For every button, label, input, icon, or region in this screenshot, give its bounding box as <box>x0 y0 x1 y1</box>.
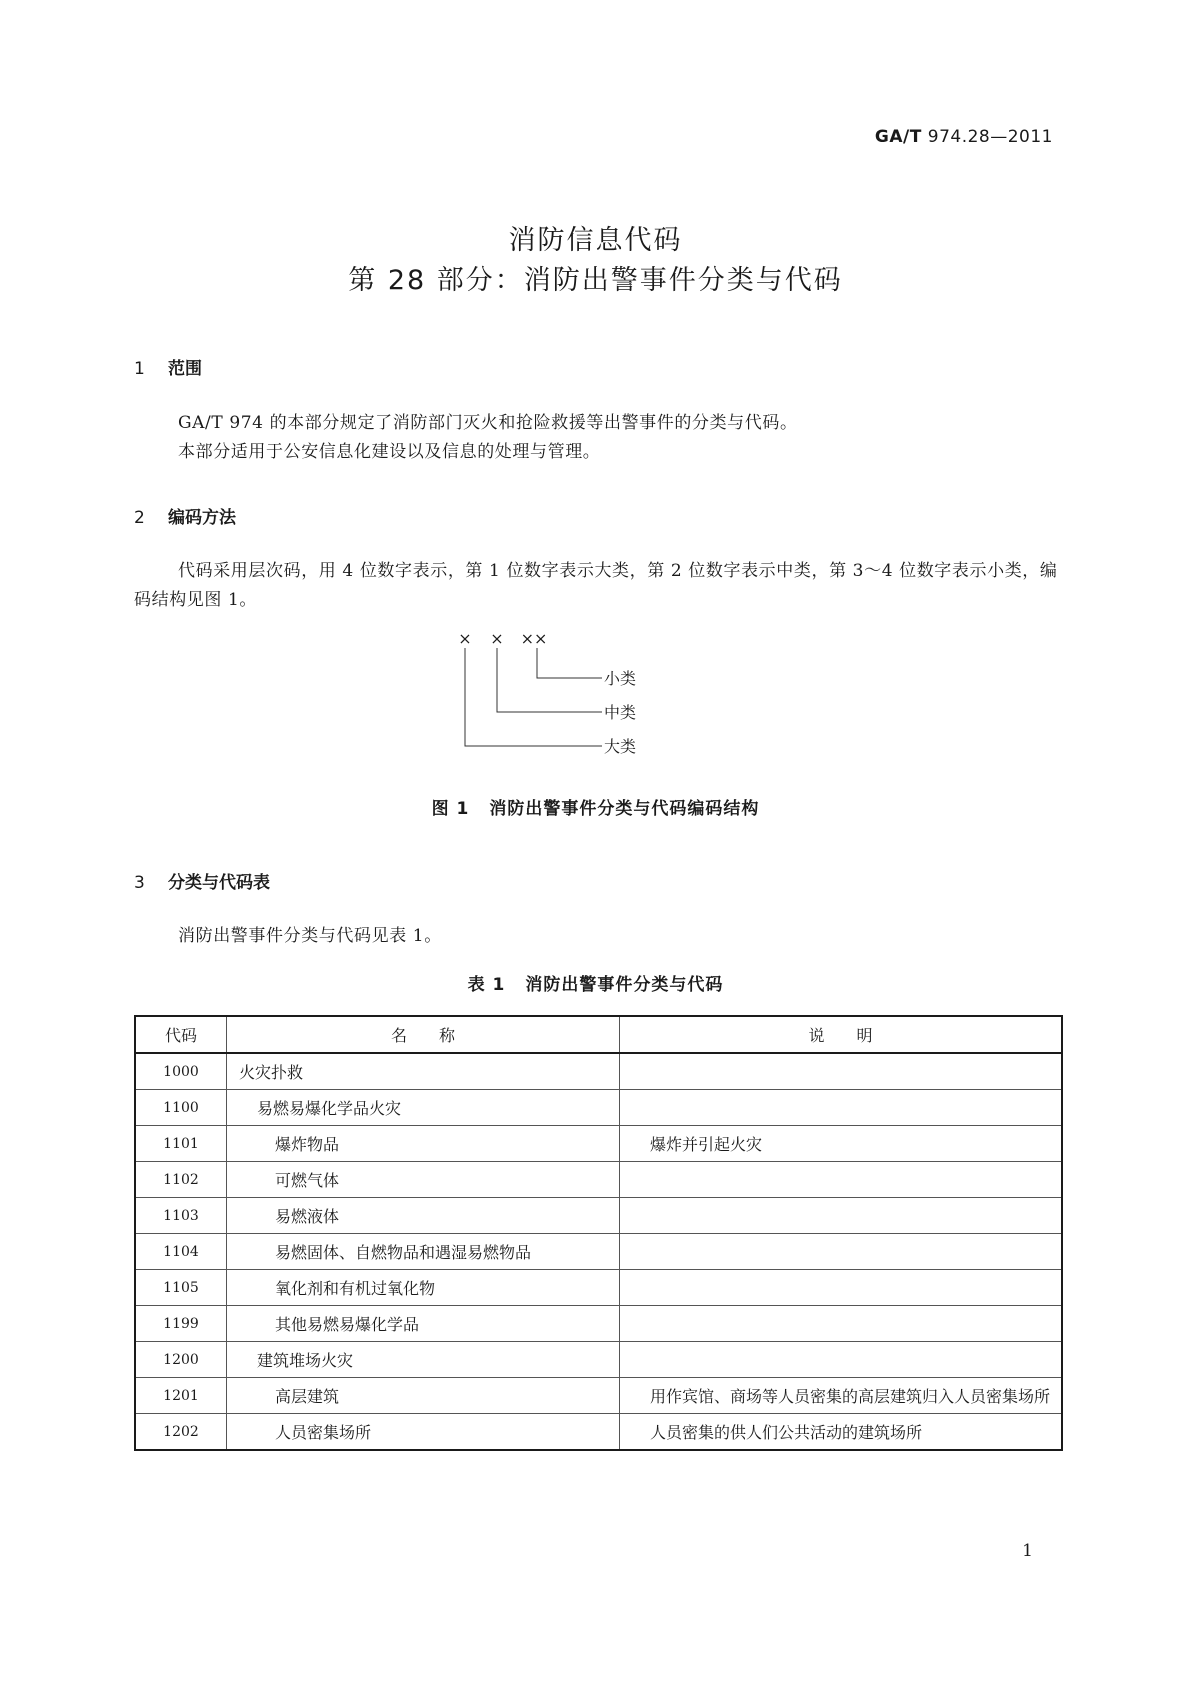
section-number: 2 <box>134 508 145 528</box>
scope-paragraph-2: 本部分适用于公安信息化建设以及信息的处理与管理。 <box>178 442 601 462</box>
section-heading-scope <box>134 354 202 379</box>
section-title: 范围 <box>168 359 202 379</box>
cell-description <box>620 1162 1063 1198</box>
table-caption-text: 消防出警事件分类与代码 <box>525 975 724 995</box>
scope-paragraph-1: GA/T 974 的本部分规定了消防部门灭火和抢险救援等出警事件的分类与代码。 <box>178 413 798 433</box>
cell-description: 爆炸并引起火灾 <box>620 1126 1063 1162</box>
header-description: 说 明 <box>620 1016 1063 1053</box>
cell-description <box>620 1090 1063 1126</box>
cell-name: 其他易燃易爆化学品 <box>227 1306 620 1342</box>
header-name: 名 称 <box>227 1016 620 1053</box>
cell-description <box>620 1234 1063 1270</box>
cell-code: 1100 <box>135 1090 227 1126</box>
major-mark: × <box>458 629 472 648</box>
label-minor: 小类 <box>604 669 637 688</box>
coding-structure-diagram <box>440 628 700 768</box>
cell-code: 1200 <box>135 1342 227 1378</box>
cell-name: 爆炸物品 <box>227 1126 620 1162</box>
cell-description <box>620 1270 1063 1306</box>
cell-description <box>620 1342 1063 1378</box>
table-row <box>135 1198 1062 1234</box>
label-middle: 中类 <box>604 703 637 722</box>
cell-description <box>620 1198 1063 1234</box>
table-row <box>135 1162 1062 1198</box>
cell-name: 易燃液体 <box>227 1198 620 1234</box>
table-body <box>135 1053 1062 1450</box>
section-heading-table <box>134 868 270 893</box>
cell-name: 高层建筑 <box>227 1378 620 1414</box>
table-caption-number: 表 1 <box>467 975 506 995</box>
page-number: 1 <box>1022 1541 1033 1561</box>
figure-caption-number: 图 1 <box>431 799 470 819</box>
table-row <box>135 1414 1062 1451</box>
cell-description <box>620 1053 1063 1090</box>
cell-name: 易燃固体、自燃物品和遇湿易燃物品 <box>227 1234 620 1270</box>
document-title-line1: 消防信息代码 <box>508 225 683 256</box>
table-row <box>135 1234 1062 1270</box>
coding-paragraph: 代码采用层次码，用 4 位数字表示，第 1 位数字表示大类，第 2 位数字表示中类，第 3～4 位数字表示小类，编码结构见图 1。 <box>134 561 1058 610</box>
cell-code: 1202 <box>135 1414 227 1451</box>
section-title: 编码方法 <box>168 508 236 528</box>
cell-name: 建筑堆场火灾 <box>227 1342 620 1378</box>
section-heading-coding <box>134 503 236 528</box>
cell-code: 1104 <box>135 1234 227 1270</box>
cell-name: 氧化剂和有机过氧化物 <box>227 1270 620 1306</box>
cell-name: 易燃易爆化学品火灾 <box>227 1090 620 1126</box>
figure-caption-text: 消防出警事件分类与代码编码结构 <box>489 799 760 819</box>
table-header-row <box>135 1016 1062 1053</box>
table-row <box>135 1306 1062 1342</box>
table-row <box>135 1378 1062 1414</box>
cell-code: 1105 <box>135 1270 227 1306</box>
standard-prefix: GA/T <box>874 127 922 147</box>
connector-lines <box>465 648 602 746</box>
table-row <box>135 1090 1062 1126</box>
table-intro-paragraph: 消防出警事件分类与代码见表 1。 <box>178 926 442 946</box>
standard-number <box>875 127 1053 147</box>
cell-code: 1000 <box>135 1053 227 1090</box>
figure-caption <box>0 794 1191 819</box>
label-major: 大类 <box>604 737 637 756</box>
table-row <box>135 1270 1062 1306</box>
cell-description <box>620 1306 1063 1342</box>
header-code: 代码 <box>135 1016 227 1053</box>
cell-code: 1103 <box>135 1198 227 1234</box>
cell-code: 1101 <box>135 1126 227 1162</box>
cell-name: 火灾扑救 <box>227 1053 620 1090</box>
standard-code: 974.28—2011 <box>927 127 1053 147</box>
table-row <box>135 1126 1062 1162</box>
cell-code: 1102 <box>135 1162 227 1198</box>
classification-code-table <box>134 1015 1063 1451</box>
table-row <box>135 1342 1062 1378</box>
cell-name: 可燃气体 <box>227 1162 620 1198</box>
cell-code: 1199 <box>135 1306 227 1342</box>
cell-code: 1201 <box>135 1378 227 1414</box>
section-number: 1 <box>134 359 145 379</box>
document-title-line2: 第 28 部分：消防出警事件分类与代码 <box>348 265 843 296</box>
cell-description: 人员密集的供人们公共活动的建筑场所 <box>620 1414 1063 1451</box>
middle-mark: × <box>490 629 504 648</box>
section-number: 3 <box>134 873 145 893</box>
table-row <box>135 1053 1062 1090</box>
cell-description: 用作宾馆、商场等人员密集的高层建筑归入人员密集场所 <box>620 1378 1063 1414</box>
section-title: 分类与代码表 <box>168 873 270 893</box>
minor-mark: ×× <box>520 629 548 648</box>
cell-name: 人员密集场所 <box>227 1414 620 1451</box>
table-caption <box>0 970 1191 995</box>
